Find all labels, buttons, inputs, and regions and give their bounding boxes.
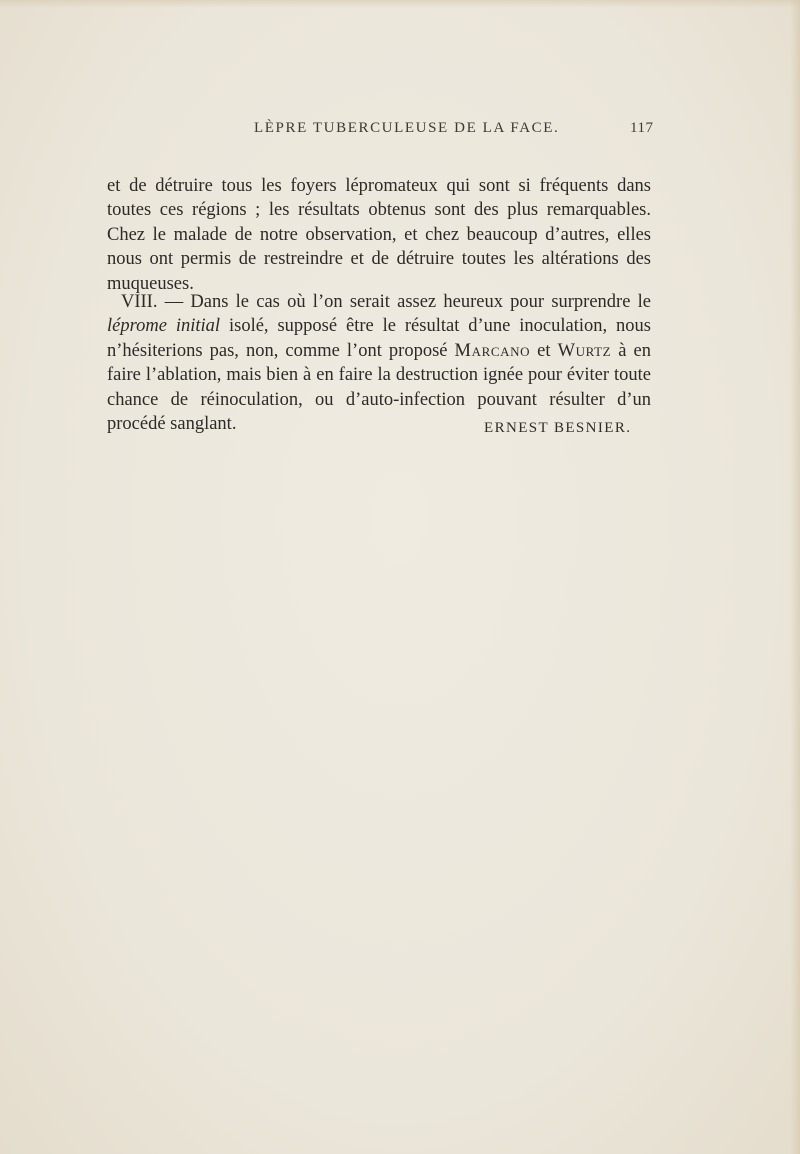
author-name-wurtz: Wurtz xyxy=(557,340,612,361)
author-name-marcano: Marcano xyxy=(454,340,531,361)
paragraph-2 xyxy=(107,290,651,438)
paragraph-2-text-4: à en faire l’ablation, mais bien à en faire la destruction ignée pour éviter toute chance de réinoculation, ou d’auto-infection pouvant résulter d’un procédé sanglant. xyxy=(107,340,651,435)
paragraph-2-italic-term: léprome initial xyxy=(107,316,221,337)
paragraph-2-text-3: et xyxy=(530,340,558,361)
page-right-edge xyxy=(790,0,800,1154)
paragraph-2-text-2: isolé, supposé être le résultat d’une inoculation, nous n’hésiterions pas, non, comme l’ont proposé xyxy=(107,316,651,361)
page-top-edge xyxy=(0,0,800,8)
page-number: 117 xyxy=(630,120,654,136)
paragraph-1: et de détruire tous les foyers lépromateux qui sont si fréquents dans toutes ces régions ; les résultats obtenus sont des plus remarquables. Chez le malade de notre observation, et chez beaucoup d’autres, elles nous ont permis de restreindre et de détruire toutes les altérations des muqueuses. xyxy=(107,175,651,294)
running-head: LÈPRE TUBERCULEUSE DE LA FACE. xyxy=(254,120,560,136)
signature: ERNEST BESNIER. xyxy=(484,420,632,436)
paragraph-2-text-1: VIII. — Dans le cas où l’on serait assez heureux pour surprendre le xyxy=(121,291,651,312)
